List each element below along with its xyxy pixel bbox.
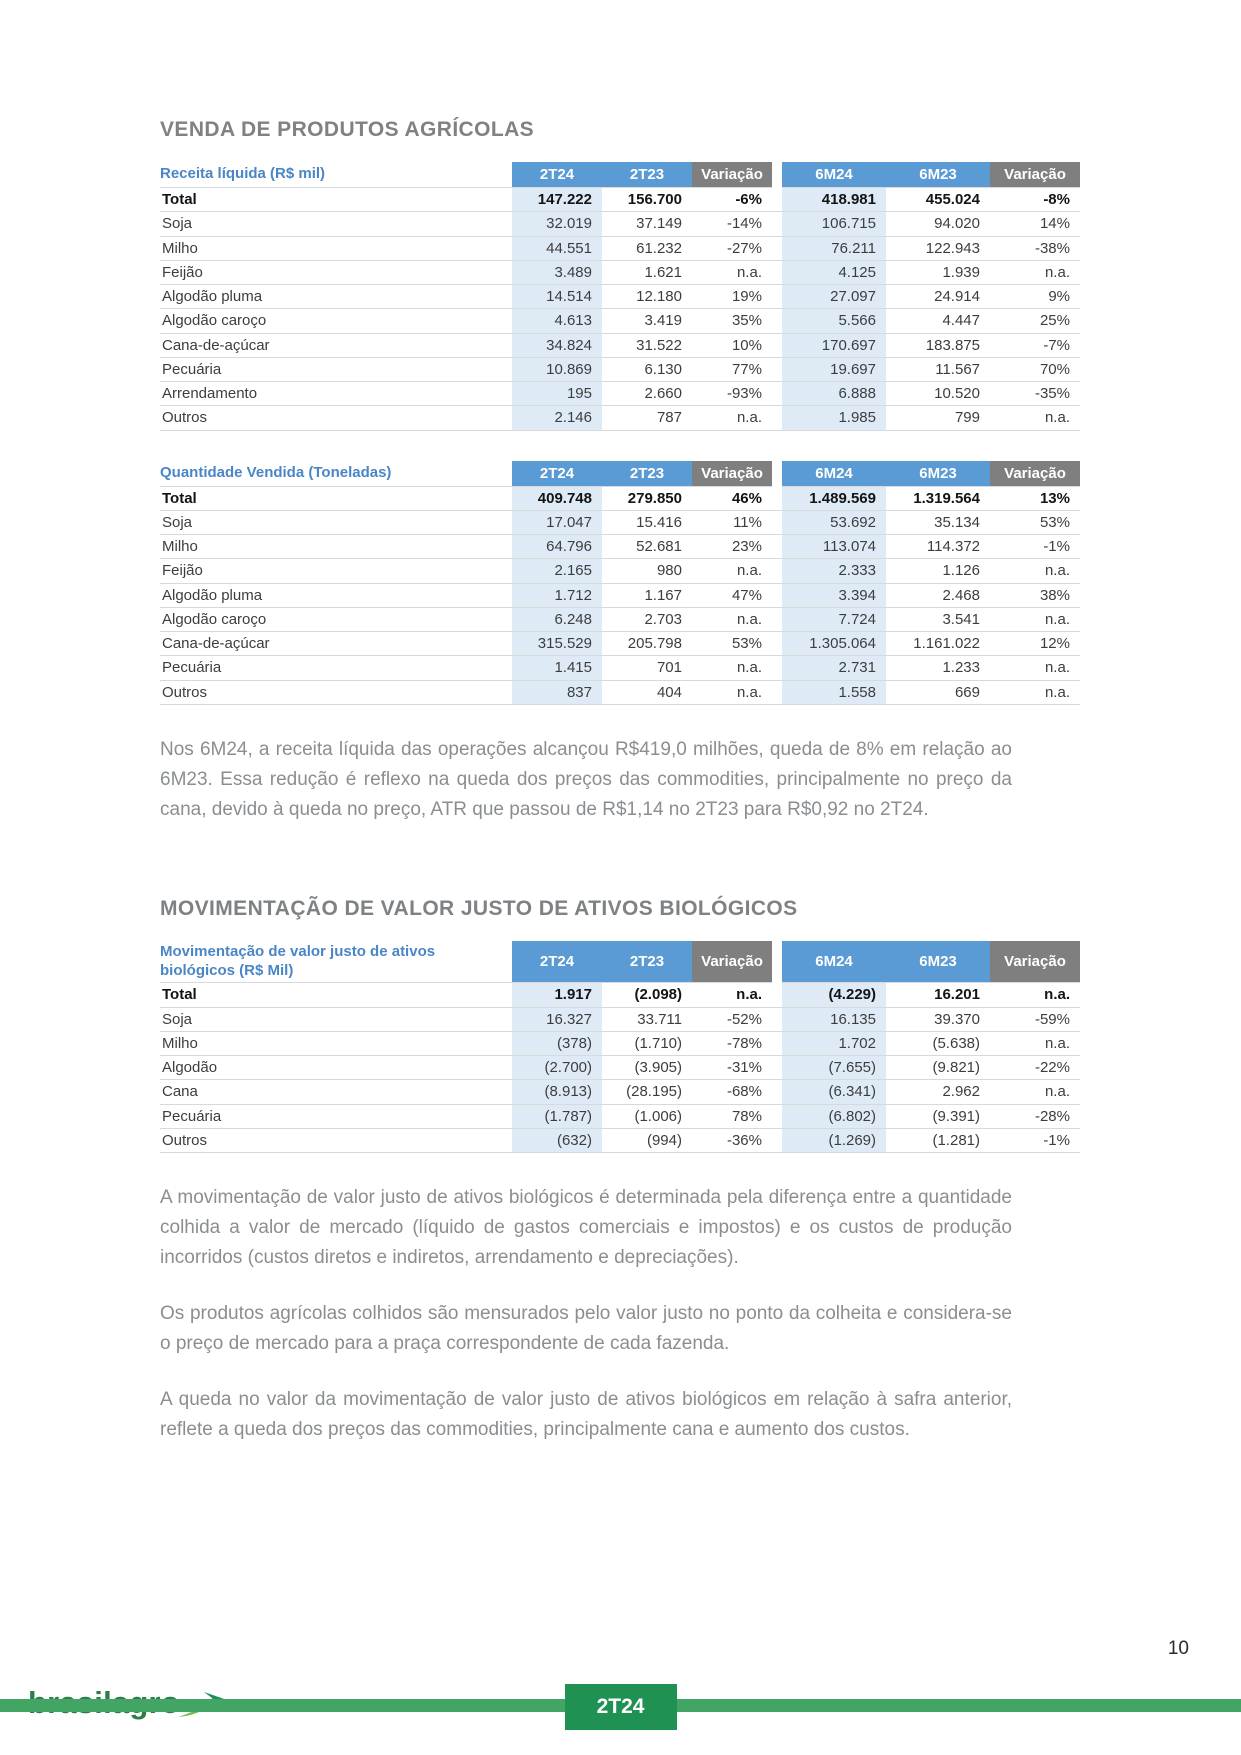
- table-cell: -35%: [990, 382, 1080, 406]
- table-cell: 11.567: [886, 357, 990, 381]
- table-cell: (994): [602, 1128, 692, 1152]
- table-cell: 4.447: [886, 309, 990, 333]
- table-cell: -93%: [692, 382, 772, 406]
- table-cell: 156.700: [602, 188, 692, 212]
- column-gap: [772, 357, 782, 381]
- table-cell: 53%: [692, 632, 772, 656]
- table-cell: 5.566: [782, 309, 886, 333]
- column-gap: [772, 1007, 782, 1031]
- table-row: [160, 382, 1080, 406]
- column-header: 6M24: [782, 941, 886, 983]
- table-cell: (8.913): [512, 1080, 602, 1104]
- revenue-table: [160, 162, 1080, 431]
- table-cell: -6%: [692, 188, 772, 212]
- table-header-row: [160, 941, 1080, 983]
- column-gap: [772, 510, 782, 534]
- column-gap: [772, 680, 782, 704]
- column-gap: [772, 941, 782, 983]
- table-cell: 1.621: [602, 260, 692, 284]
- column-header: Variação: [692, 162, 772, 188]
- table-cell: 76.211: [782, 236, 886, 260]
- table-row: [160, 656, 1080, 680]
- table-cell: 16.201: [886, 983, 990, 1007]
- table-cell: 6.888: [782, 382, 886, 406]
- table-row: [160, 309, 1080, 333]
- table-cell: 1.917: [512, 983, 602, 1007]
- table-cell: 418.981: [782, 188, 886, 212]
- body-paragraph: Nos 6M24, a receita líquida das operações alcançou R$419,0 milhões, queda de 8% em relação ao 6M23. Essa redução é reflexo na queda dos preços das commodities, principalmente no preço da cana, devido à queda no preço, ATR que passou de R$1,14 no 2T23 para R$0,92 no 2T24.: [160, 738, 1012, 820]
- row-label: Total: [160, 983, 512, 1007]
- table-cell: 113.074: [782, 535, 886, 559]
- table-row: [160, 583, 1080, 607]
- column-gap: [772, 309, 782, 333]
- table-cell: 2.962: [886, 1080, 990, 1104]
- table-cell: 3.419: [602, 309, 692, 333]
- table-cell: n.a.: [990, 680, 1080, 704]
- table-title: Receita líquida (R$ mil): [160, 162, 512, 188]
- table-cell: (1.787): [512, 1104, 602, 1128]
- column-header: 2T23: [602, 162, 692, 188]
- row-label: Total: [160, 486, 512, 510]
- column-header: 2T23: [602, 941, 692, 983]
- row-label: Soja: [160, 510, 512, 534]
- table-cell: 787: [602, 406, 692, 430]
- table-row: [160, 260, 1080, 284]
- table-cell: 9%: [990, 285, 1080, 309]
- table-cell: (9.821): [886, 1056, 990, 1080]
- table-header-row: [160, 461, 1080, 487]
- page-content: [160, 118, 1082, 1471]
- column-gap: [772, 406, 782, 430]
- table-cell: 3.541: [886, 607, 990, 631]
- column-header: 2T24: [512, 941, 602, 983]
- column-gap: [772, 1128, 782, 1152]
- table-cell: (7.655): [782, 1056, 886, 1080]
- table-cell: -38%: [990, 236, 1080, 260]
- table-cell: (1.006): [602, 1104, 692, 1128]
- table-cell: 2.731: [782, 656, 886, 680]
- table-cell: 409.748: [512, 486, 602, 510]
- column-header: 6M24: [782, 461, 886, 487]
- column-gap: [772, 461, 782, 487]
- column-header: Variação: [990, 941, 1080, 983]
- table-cell: 15.416: [602, 510, 692, 534]
- table-cell: n.a.: [990, 406, 1080, 430]
- table-cell: (632): [512, 1128, 602, 1152]
- column-gap: [772, 1080, 782, 1104]
- table-cell: 2.703: [602, 607, 692, 631]
- table-cell: (3.905): [602, 1056, 692, 1080]
- table-cell: n.a.: [692, 680, 772, 704]
- column-header: 2T23: [602, 461, 692, 487]
- table-row: [160, 357, 1080, 381]
- table-cell: 46%: [692, 486, 772, 510]
- table-row: [160, 486, 1080, 510]
- table-cell: (6.802): [782, 1104, 886, 1128]
- column-gap: [772, 656, 782, 680]
- table-cell: n.a.: [692, 406, 772, 430]
- table-cell: 195: [512, 382, 602, 406]
- table-cell: 3.394: [782, 583, 886, 607]
- table-cell: (28.195): [602, 1080, 692, 1104]
- table-cell: 1.712: [512, 583, 602, 607]
- column-gap: [772, 1031, 782, 1055]
- table-row: [160, 607, 1080, 631]
- row-label: Outros: [160, 680, 512, 704]
- table-cell: 1.126: [886, 559, 990, 583]
- table-cell: 61.232: [602, 236, 692, 260]
- table-cell: 6.130: [602, 357, 692, 381]
- row-label: Pecuária: [160, 1104, 512, 1128]
- table-cell: 980: [602, 559, 692, 583]
- table-title: Movimentação de valor justo de ativos biológicos (R$ Mil): [160, 941, 512, 983]
- table-cell: 1.233: [886, 656, 990, 680]
- table-cell: -7%: [990, 333, 1080, 357]
- row-label: Soja: [160, 1007, 512, 1031]
- table-cell: 53%: [990, 510, 1080, 534]
- table-cell: 14%: [990, 212, 1080, 236]
- table-cell: 33.711: [602, 1007, 692, 1031]
- row-label: Feijão: [160, 260, 512, 284]
- row-label: Algodão pluma: [160, 583, 512, 607]
- table-cell: 7.724: [782, 607, 886, 631]
- row-label: Total: [160, 188, 512, 212]
- body-paragraph: A movimentação de valor justo de ativos biológicos é determinada pela diferença entre a quantidade colhida a valor de mercado (líquido de gastos comerciais e impostos) e os custos de produção incorridos (custos diretos e indiretos, arrendamento e depreciações).: [160, 1187, 1012, 1269]
- table-cell: 1.161.022: [886, 632, 990, 656]
- column-gap: [772, 1104, 782, 1128]
- table-cell: 1.489.569: [782, 486, 886, 510]
- table-cell: 34.824: [512, 333, 602, 357]
- table-cell: 837: [512, 680, 602, 704]
- table-cell: 25%: [990, 309, 1080, 333]
- table-cell: 4.613: [512, 309, 602, 333]
- table-cell: 1.415: [512, 656, 602, 680]
- row-label: Pecuária: [160, 357, 512, 381]
- column-gap: [772, 632, 782, 656]
- table-cell: -31%: [692, 1056, 772, 1080]
- table-cell: 1.319.564: [886, 486, 990, 510]
- table-cell: (2.098): [602, 983, 692, 1007]
- table-cell: 70%: [990, 357, 1080, 381]
- table-row: [160, 406, 1080, 430]
- table-cell: 10.869: [512, 357, 602, 381]
- table-cell: 1.702: [782, 1031, 886, 1055]
- table-cell: 114.372: [886, 535, 990, 559]
- table-cell: 39.370: [886, 1007, 990, 1031]
- row-label: Milho: [160, 1031, 512, 1055]
- table-cell: 701: [602, 656, 692, 680]
- column-gap: [772, 382, 782, 406]
- column-gap: [772, 535, 782, 559]
- table-cell: n.a.: [990, 656, 1080, 680]
- table-cell: 32.019: [512, 212, 602, 236]
- table-cell: -52%: [692, 1007, 772, 1031]
- table-cell: n.a.: [692, 656, 772, 680]
- table-cell: 31.522: [602, 333, 692, 357]
- column-gap: [772, 285, 782, 309]
- row-label: Feijão: [160, 559, 512, 583]
- table-cell: 147.222: [512, 188, 602, 212]
- table-cell: 4.125: [782, 260, 886, 284]
- table-row: [160, 1104, 1080, 1128]
- table-cell: 37.149: [602, 212, 692, 236]
- table-cell: 16.135: [782, 1007, 886, 1031]
- table-cell: 53.692: [782, 510, 886, 534]
- table-cell: -1%: [990, 1128, 1080, 1152]
- table-row: [160, 1056, 1080, 1080]
- row-label: Outros: [160, 1128, 512, 1152]
- column-header: 2T24: [512, 162, 602, 188]
- table-row: [160, 212, 1080, 236]
- table-row: [160, 680, 1080, 704]
- column-header: Variação: [692, 941, 772, 983]
- table-cell: 2.468: [886, 583, 990, 607]
- table-cell: -68%: [692, 1080, 772, 1104]
- table-row: [160, 188, 1080, 212]
- table-cell: 10%: [692, 333, 772, 357]
- table-cell: 35.134: [886, 510, 990, 534]
- table-cell: n.a.: [692, 983, 772, 1007]
- table-row: [160, 333, 1080, 357]
- table-cell: (5.638): [886, 1031, 990, 1055]
- table-cell: n.a.: [692, 559, 772, 583]
- table-cell: (4.229): [782, 983, 886, 1007]
- table-cell: 78%: [692, 1104, 772, 1128]
- body-paragraph: Os produtos agrícolas colhidos são mensurados pelo valor justo no ponto da colheita e considera-se o preço de mercado para a praça correspondente de cada fazenda.: [160, 1303, 1012, 1355]
- column-header: Variação: [990, 162, 1080, 188]
- table-cell: 14.514: [512, 285, 602, 309]
- row-label: Cana-de-açúcar: [160, 333, 512, 357]
- page-number: 10: [1167, 1638, 1189, 1659]
- table-cell: 106.715: [782, 212, 886, 236]
- row-label: Cana-de-açúcar: [160, 632, 512, 656]
- column-header: 2T24: [512, 461, 602, 487]
- table-cell: 1.939: [886, 260, 990, 284]
- fair-value-table: [160, 941, 1080, 1153]
- row-label: Pecuária: [160, 656, 512, 680]
- column-gap: [772, 333, 782, 357]
- row-label: Arrendamento: [160, 382, 512, 406]
- table-cell: -22%: [990, 1056, 1080, 1080]
- table-cell: 2.660: [602, 382, 692, 406]
- column-gap: [772, 162, 782, 188]
- table-row: [160, 1128, 1080, 1152]
- table-cell: (1.281): [886, 1128, 990, 1152]
- table-cell: 183.875: [886, 333, 990, 357]
- column-header: 6M23: [886, 461, 990, 487]
- table-cell: (9.391): [886, 1104, 990, 1128]
- column-gap: [772, 607, 782, 631]
- table-cell: 17.047: [512, 510, 602, 534]
- section-title-biologicos: MOVIMENTAÇÃO DE VALOR JUSTO DE ATIVOS BIOLÓGICOS: [160, 896, 798, 920]
- table-cell: 47%: [692, 583, 772, 607]
- table-cell: -28%: [990, 1104, 1080, 1128]
- column-gap: [772, 260, 782, 284]
- table-cell: 279.850: [602, 486, 692, 510]
- table-row: [160, 285, 1080, 309]
- table-cell: -36%: [692, 1128, 772, 1152]
- table-cell: 6.248: [512, 607, 602, 631]
- row-label: Soja: [160, 212, 512, 236]
- table-cell: 1.167: [602, 583, 692, 607]
- table-cell: 315.529: [512, 632, 602, 656]
- table-row: [160, 559, 1080, 583]
- table-cell: 94.020: [886, 212, 990, 236]
- table-row: [160, 510, 1080, 534]
- table-cell: 1.985: [782, 406, 886, 430]
- table-cell: n.a.: [692, 260, 772, 284]
- table-cell: (2.700): [512, 1056, 602, 1080]
- body-paragraph: A queda no valor da movimentação de valor justo de ativos biológicos em relação à safra anterior, reflete a queda dos preços das commodities, principalmente cana e aumento dos custos.: [160, 1389, 1012, 1441]
- table-cell: 170.697: [782, 333, 886, 357]
- table-header-row: [160, 162, 1080, 188]
- row-label: Algodão pluma: [160, 285, 512, 309]
- table-cell: 404: [602, 680, 692, 704]
- column-header: 6M24: [782, 162, 886, 188]
- column-header: Variação: [692, 461, 772, 487]
- table-cell: 11%: [692, 510, 772, 534]
- row-label: Cana: [160, 1080, 512, 1104]
- table-cell: -14%: [692, 212, 772, 236]
- table-row: [160, 983, 1080, 1007]
- table-cell: 12.180: [602, 285, 692, 309]
- table-cell: 38%: [990, 583, 1080, 607]
- row-label: Algodão caroço: [160, 607, 512, 631]
- table-cell: -1%: [990, 535, 1080, 559]
- table-row: [160, 1031, 1080, 1055]
- table-cell: -59%: [990, 1007, 1080, 1031]
- table-cell: 205.798: [602, 632, 692, 656]
- table-cell: -8%: [990, 188, 1080, 212]
- table-cell: (378): [512, 1031, 602, 1055]
- table-cell: 10.520: [886, 382, 990, 406]
- row-label: Milho: [160, 535, 512, 559]
- table-cell: n.a.: [990, 559, 1080, 583]
- table-cell: (1.269): [782, 1128, 886, 1152]
- table-cell: 35%: [692, 309, 772, 333]
- table-cell: n.a.: [692, 607, 772, 631]
- table-row: [160, 1080, 1080, 1104]
- table-cell: 455.024: [886, 188, 990, 212]
- column-gap: [772, 559, 782, 583]
- table-cell: 2.165: [512, 559, 602, 583]
- column-gap: [772, 486, 782, 510]
- column-gap: [772, 188, 782, 212]
- table-cell: 3.489: [512, 260, 602, 284]
- column-header: Variação: [990, 461, 1080, 487]
- table-cell: (6.341): [782, 1080, 886, 1104]
- table-cell: n.a.: [990, 1080, 1080, 1104]
- column-header: 6M23: [886, 162, 990, 188]
- column-gap: [772, 583, 782, 607]
- table-cell: 19%: [692, 285, 772, 309]
- table-cell: 19.697: [782, 357, 886, 381]
- table-row: [160, 1007, 1080, 1031]
- table-cell: 2.333: [782, 559, 886, 583]
- table-cell: -27%: [692, 236, 772, 260]
- column-gap: [772, 1056, 782, 1080]
- table-cell: n.a.: [990, 983, 1080, 1007]
- row-label: Algodão caroço: [160, 309, 512, 333]
- table-cell: 1.558: [782, 680, 886, 704]
- quantity-table: [160, 461, 1080, 705]
- table-title: Quantidade Vendida (Toneladas): [160, 461, 512, 487]
- column-header: 6M23: [886, 941, 990, 983]
- table-cell: 24.914: [886, 285, 990, 309]
- column-gap: [772, 212, 782, 236]
- table-cell: 669: [886, 680, 990, 704]
- table-row: [160, 236, 1080, 260]
- table-cell: n.a.: [990, 260, 1080, 284]
- column-gap: [772, 983, 782, 1007]
- table-cell: 23%: [692, 535, 772, 559]
- table-cell: 799: [886, 406, 990, 430]
- table-cell: -78%: [692, 1031, 772, 1055]
- table-cell: 52.681: [602, 535, 692, 559]
- table-cell: 77%: [692, 357, 772, 381]
- table-cell: 12%: [990, 632, 1080, 656]
- row-label: Milho: [160, 236, 512, 260]
- column-gap: [772, 236, 782, 260]
- table-cell: 1.305.064: [782, 632, 886, 656]
- table-cell: 27.097: [782, 285, 886, 309]
- footer-quarter-tab: 2T24: [565, 1684, 677, 1730]
- section-title-venda: VENDA DE PRODUTOS AGRÍCOLAS: [160, 118, 535, 141]
- table-row: [160, 535, 1080, 559]
- row-label: Algodão: [160, 1056, 512, 1080]
- table-cell: 2.146: [512, 406, 602, 430]
- table-row: [160, 632, 1080, 656]
- table-cell: (1.710): [602, 1031, 692, 1055]
- table-cell: 122.943: [886, 236, 990, 260]
- table-cell: n.a.: [990, 607, 1080, 631]
- table-cell: 44.551: [512, 236, 602, 260]
- table-cell: 16.327: [512, 1007, 602, 1031]
- table-cell: 64.796: [512, 535, 602, 559]
- table-cell: 13%: [990, 486, 1080, 510]
- table-cell: n.a.: [990, 1031, 1080, 1055]
- row-label: Outros: [160, 406, 512, 430]
